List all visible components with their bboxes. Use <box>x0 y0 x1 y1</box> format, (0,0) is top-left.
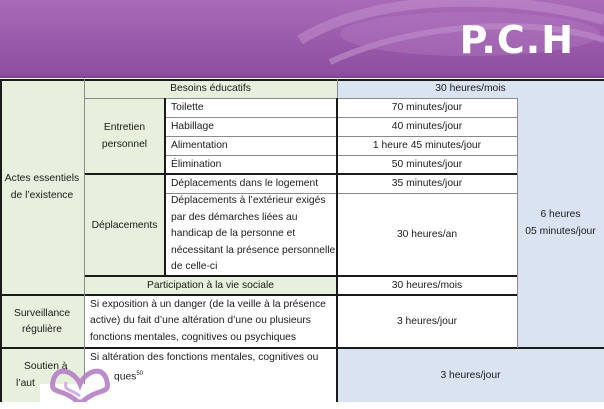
surveillance-value: 3 heures/jour <box>337 295 517 348</box>
grid-line <box>165 136 517 137</box>
grid-line <box>84 275 517 277</box>
besoins-educatifs-label: Besoins éducatifs <box>84 79 337 98</box>
banner-title: P.C.H <box>459 18 574 62</box>
soutien-desc-line2-text: ques <box>114 371 137 383</box>
toilette-value: 70 minutes/jour <box>337 98 517 117</box>
surveillance-line2: régulière <box>21 323 63 335</box>
entretien-line1: Entretien <box>103 122 146 133</box>
deplacements-exterieur-line: Déplacements à l’extérieur exigés <box>171 195 326 207</box>
deplacements-exterieur-label <box>165 193 337 276</box>
total-line1: 6 heures <box>540 209 581 220</box>
deplacements-exterieur-line: par des démarches liées au <box>171 211 298 223</box>
grid-line <box>164 98 166 276</box>
deplacements-logement-value: 35 minutes/jour <box>337 174 517 193</box>
pch-table <box>0 79 604 409</box>
soutien-footnote: 50 <box>136 371 144 377</box>
deplacements-logement-label: Déplacements dans le logement <box>165 174 337 193</box>
actes-essentiels-line1: Actes essentiels <box>4 173 80 184</box>
deplacements-exterieur-line: handicap de la personne et <box>171 228 296 240</box>
surveillance-line1: Surveillance <box>13 307 71 319</box>
grid-line <box>165 193 517 194</box>
grid-line <box>337 79 338 98</box>
grid-line <box>84 98 517 99</box>
grid-line <box>517 98 518 348</box>
besoins-educatifs-value: 30 heures/mois <box>337 79 604 98</box>
soutien-description <box>84 348 337 402</box>
soutien-value: 3 heures/jour <box>337 348 604 402</box>
toilette-label: Toilette <box>165 98 337 117</box>
grid-line <box>0 347 604 349</box>
grid-line <box>0 294 517 296</box>
actes-essentiels-line2: de l’existence <box>10 190 74 201</box>
grid-line <box>84 79 85 402</box>
surveillance-description <box>84 295 337 348</box>
habillage-value: 40 minutes/jour <box>337 117 517 136</box>
table-border-top <box>0 79 604 81</box>
surveillance-label <box>0 295 84 348</box>
grid-line <box>336 98 338 402</box>
actes-essentiels-label <box>0 79 84 295</box>
alimentation-label: Alimentation <box>165 136 337 155</box>
deplacements-exterieur-line: nécessitant la présence personnelle <box>171 244 336 256</box>
header-banner <box>0 0 604 76</box>
entretien-personnel-label <box>84 98 165 174</box>
deplacements-label: Déplacements <box>84 174 165 276</box>
elimination-label: Élimination <box>165 155 337 174</box>
table-border-left <box>0 79 2 402</box>
elimination-value: 50 minutes/jour <box>337 155 517 174</box>
deplacements-exterieur-value: 30 heures/an <box>337 193 517 276</box>
pch-logo-icon <box>40 366 120 402</box>
total-time <box>517 98 604 348</box>
grid-line <box>165 155 517 156</box>
surveillance-desc-line: Si exposition à un danger (de la veille à la présence <box>90 298 326 310</box>
deplacements-exterieur-line: de celle-ci <box>171 261 218 273</box>
alimentation-value: 1 heure 45 minutes/jour <box>337 136 517 155</box>
participation-label: Participation à la vie sociale <box>84 276 337 295</box>
total-line2: 05 minutes/jour <box>525 226 596 237</box>
grid-line <box>84 173 517 175</box>
soutien-line2: l’aut <box>16 378 35 389</box>
habillage-label: Habillage <box>165 117 337 136</box>
banner-divider <box>0 76 604 78</box>
participation-value: 30 heures/mois <box>337 276 517 295</box>
soutien-line1: Soutien à <box>24 361 68 372</box>
grid-line <box>165 117 517 118</box>
soutien-desc-line1: Si altération des fonctions mentales, cognitives ou <box>90 352 319 363</box>
surveillance-desc-line: fonctions mentales, cognitives ou psychiques <box>90 331 297 343</box>
surveillance-desc-line: active) du fait d’une altération d’une ou plusieurs <box>90 315 311 327</box>
entretien-line2: personnel <box>101 139 148 150</box>
